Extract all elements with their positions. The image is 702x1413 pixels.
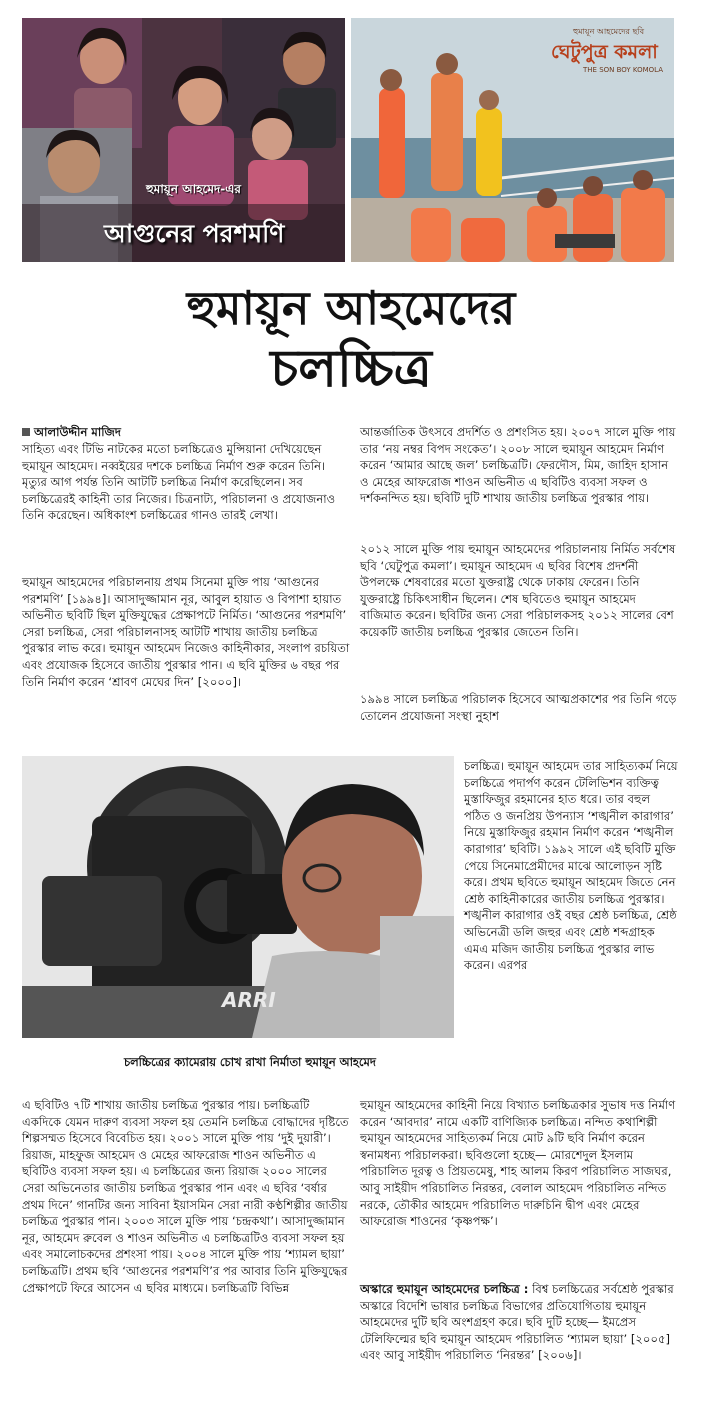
byline-name: আলাউদ্দীন মাজিদ <box>34 425 121 439</box>
oscar-text: বিশ্ব চলচ্চিত্রের সর্বশ্রেষ্ঠ পুরস্কার অস্কারে বিদেশি ভাষার চলচ্চিত্র বিভাগের প্রতিযোগিতায় হুমায়ূন আহমেদের দুটি ছবি অংশগ্রহণ করে। ছবি দুটি হচ্ছে— ইমপ্রেস টেলিফিল্মের ছবি হুমায়ূন আহমেদ পরিচালিত ‘শ্যামল ছায়া’ [২০০৫] এবং আবু সাইয়ীদ পরিচালিত ‘নিরন্তর’ [২০০৬]। <box>360 1282 674 1363</box>
paragraph-oscar <box>360 1281 678 1364</box>
paragraph-adaptations: হুমায়ূন আহমেদের কাহিনী নিয়ে বিখ্যাত চলচ্চিত্রকার সুভাষ দত্ত নির্মাণ করেন ‘আবদার’ নামে একটি বাণিজ্যিক চলচ্চিত্র। নন্দিত কথাশিল্পী হুমায়ূন আহমেদের সাহিত্যকর্ম নিয়ে মোট ৯টি ছবি নির্মাণ করেন স্বনামধন্য পরিচালকরা। ছবিগুলো হচ্ছে— মোরশেদুল ইসলাম পরিচালিত দূরত্ব ও প্রিয়তমেষু, শাহ আলম কিরণ পরিচালিত সাজঘর, আবু সাইয়ীদ পরিচালিত নিরন্তর, বেলাল আহমেদ পরিচালিত নন্দিত নরকে, তৌকীর আহমেদ পরিচালিত দারুচিনি দ্বীপ এবং মেহের আফরোজ শাওনের ‘কৃষ্ণপক্ষ’। <box>360 1098 676 1229</box>
photo-caption: চলচ্চিত্রের ক্যামেরায় চোখ রাখা নির্মাতা হুমায়ূন আহমেদ <box>124 1055 376 1069</box>
paragraph-nuhash-intro: ১৯৯৪ সালে চলচ্চিত্র পরিচালক হিসেবে আত্মপ্রকাশের পর তিনি গড়ে তোলেন প্রযোজনা সংস্থা নুহাশ <box>360 692 677 723</box>
byline <box>22 424 352 441</box>
poster-left-caption-big: আগুনের পরশমণি <box>104 219 285 248</box>
paragraph-festivals: আন্তর্জাতিক উৎসবে প্রদর্শিত ও প্রশংসিত হয়। ২০০৭ সালে মুক্তি পায় তার ‘নয় নম্বর বিপদ সংকেত’। ২০০৮ সালে হুমায়ূন আহমেদ নির্মাণ করেন ‘আমার আছে জল’ চলচ্চিত্রটি। ফেরদৌস, মিম, জাহিদ হাসান ও মেহের আফরোজ শাওন অভিনীত এ ছবিটিও ব্যবসা সফল ও দর্শকনন্দিত হয়। ছবিটি দুটি শাখায় জাতীয় চলচ্চিত্র পুরস্কার পায়। <box>360 425 676 506</box>
camera-brand: ARRI <box>222 988 276 1012</box>
oscar-subheading: অস্কারে হুমায়ূন আহমেদের চলচ্চিত্র : <box>360 1282 529 1296</box>
poster-right-small: হুমায়ূন আহমেদের ছবি <box>573 27 645 36</box>
photo-director-camera <box>22 756 454 1038</box>
poster-left-caption-small: হুমায়ূন আহমেদ-এর <box>146 182 242 196</box>
poster-ghetuputra-komola <box>351 18 674 262</box>
poster-right-title: ঘেটুপুত্র কমলা <box>551 41 658 63</box>
poster-right-english: THE SON BOY KOMOLA <box>583 66 664 74</box>
paragraph-first-literary-film: চলচ্চিত্র। হুমায়ূন আহমেদ তার সাহিত্যকর্ম নিয়ে চলচ্চিত্রে পদার্পণ করেন টেলিভিশন ব্যক্তিত্ব মুস্তাফিজুর রহমানের হাত ধরে। তার বহুল পঠিত ও জনপ্রিয় উপন্যাস ‘শঙ্খনীল কারাগার’ নিয়ে মুস্তাফিজুর রহমান নির্মাণ করেন ‘শঙ্খনীল কারাগার’ ছবিটি। ১৯৯২ সালে এই ছবিটি মুক্তি পেয়ে সিনেমাপ্রেমীদের মাঝে আলোড়ন সৃষ্টি করে। প্রথম ছবিতে হুমায়ূন আহমেদ জিতে নেন শ্রেষ্ঠ কাহিনীকারের জাতীয় চলচ্চিত্র পুরস্কার। শঙ্খনীল কারাগার ওই বছর শ্রেষ্ঠ চলচ্চিত্র, শ্রেষ্ঠ অভিনেত্রী ডলি জহুর এবং শ্রেষ্ঠ শব্দগ্রাহক এমএ মজিদ জাতীয় চলচ্চিত্র পুরস্কার লাভ করেন। এরপর <box>464 759 678 973</box>
headline-line-2: চলচ্চিত্র <box>270 338 432 399</box>
paragraph-ghetuputra: ২০১২ সালে মুক্তি পায় হুমায়ূন আহমেদের পরিচালনায় নির্মিত সর্বশেষ ছবি ‘ঘেটুপুত্র কমলা’। হুমায়ূন আহমেদ এ ছবির বিশেষ প্রদর্শনী উপলক্ষে শেষবারের মতো যুক্তরাষ্ট্র থেকে ঢাকায় ফেরেন। তিনি যুক্তরাষ্ট্রে চিকিৎসাধীন ছিলেন। শেষ ছবিতেও হুমায়ূন আহমেদ বাজিমাত করেন। ছবিটির জন্য সেরা পরিচালকসহ ২০১২ সালের বেশ কয়েকটি জাতীয় চলচ্চিত্র পুরস্কার জেতেন তিনি। <box>360 542 676 639</box>
paragraph-intro: সাহিত্য এবং টিভি নাটকের মতো চলচ্চিত্রেও মুন্সিয়ানা দেখিয়েছেন হুমায়ূন আহমেদ। নব্বইয়ের দশকে চলচ্চিত্র নির্মাণ শুরু করেন তিনি। মৃত্যুর আগ পর্যন্ত তিনি আটটি চলচ্চিত্র নির্মাণ করেছিলেন। সব চলচ্চিত্রেরই কাহিনী তার নিজের। চিত্রনাট্য, পরিচালনা ও প্রযোজনাও তিনি করেছেন। অধিকাংশ চলচ্চিত্রের গানও তারই লেখা। <box>22 442 336 523</box>
paragraph-first-film: হুমায়ূন আহমেদের পরিচালনায় প্রথম সিনেমা মুক্তি পায় ‘আগুনের পরশমণি’ [১৯৯৪]। আসাদুজ্জামান নূর, আবুল হায়াত ও বিপাশা হায়াত অভিনীত ছবিটি ছিল মুক্তিযুদ্ধের প্রেক্ষাপটে নির্মিত। ‘আগুনের পরশমণি’ সেরা চলচ্চিত্র, সেরা পরিচালনাসহ আটটি শাখায় জাতীয় চলচ্চিত্র পুরস্কার লাভ করে। হুমায়ূন আহমেদ নিজেও কাহিনীকার, সংলাপ রচয়িতা এবং প্রযোজক হিসেবে জাতীয় পুরস্কার পান। এ ছবি মুক্তির ৬ বছর পর তিনি নির্মাণ করেন ‘শ্রাবণ মেঘের দিন’ [২০০০]। <box>22 575 350 689</box>
headline-line-1: হুমায়ূন আহমেদের <box>186 281 516 335</box>
paragraph-filmography: এ ছবিটিও ৭টি শাখায় জাতীয় চলচ্চিত্র পুরস্কার পায়। চলচ্চিত্রটি একদিকে যেমন দারুণ ব্যবসা সফল হয় তেমনি চলচ্চিত্র বোদ্ধাদের দৃষ্টিতে শিল্পসম্মত হিসেবে বিবেচিত হয়। ২০০১ সালে মুক্তি পায় ‘দুই দুয়ারী’। রিয়াজ, মাহফুজ আহমেদ ও মেহের আফরোজ শাওন অভিনীত এ ছবিটিও ব্যবসা সফল হয়। এ চলচ্চিত্রের জন্য রিয়াজ ২০০০ সালের সেরা অভিনেতার জাতীয় চলচ্চিত্র পুরস্কার পান এবং এ ছবির ‘বর্ষার প্রথম দিনে’ গানটির জন্য সাবিনা ইয়াসমিন সেরা নারী কণ্ঠশিল্পীর জাতীয় চলচ্চিত্র পুরস্কার পান। ২০০৩ সালে মুক্তি পায় ‘চন্দ্রকথা’। আসাদুজ্জামান নূর, আহমেদ রুবেল ও শাওন অভিনীত এ চলচ্চিত্রটিও ব্যবসা সফল হয় এবং সমালোচকদের প্রশংসা পায়। ২০০৪ সালে মুক্তি পায় ‘শ্যামল ছায়া’ চলচ্চিত্রটি। প্রথম ছবি ‘আগুনের পরশমণি’র পর আবার তিনি মুক্তিযুদ্ধের প্রেক্ষাপটে ফিরে আসেন এ ছবির মাধ্যমে। চলচ্চিত্রটি বিভিন্ন <box>22 1098 349 1295</box>
byline-square-icon <box>22 428 30 436</box>
poster-aguner-poroshmoni <box>22 18 345 262</box>
